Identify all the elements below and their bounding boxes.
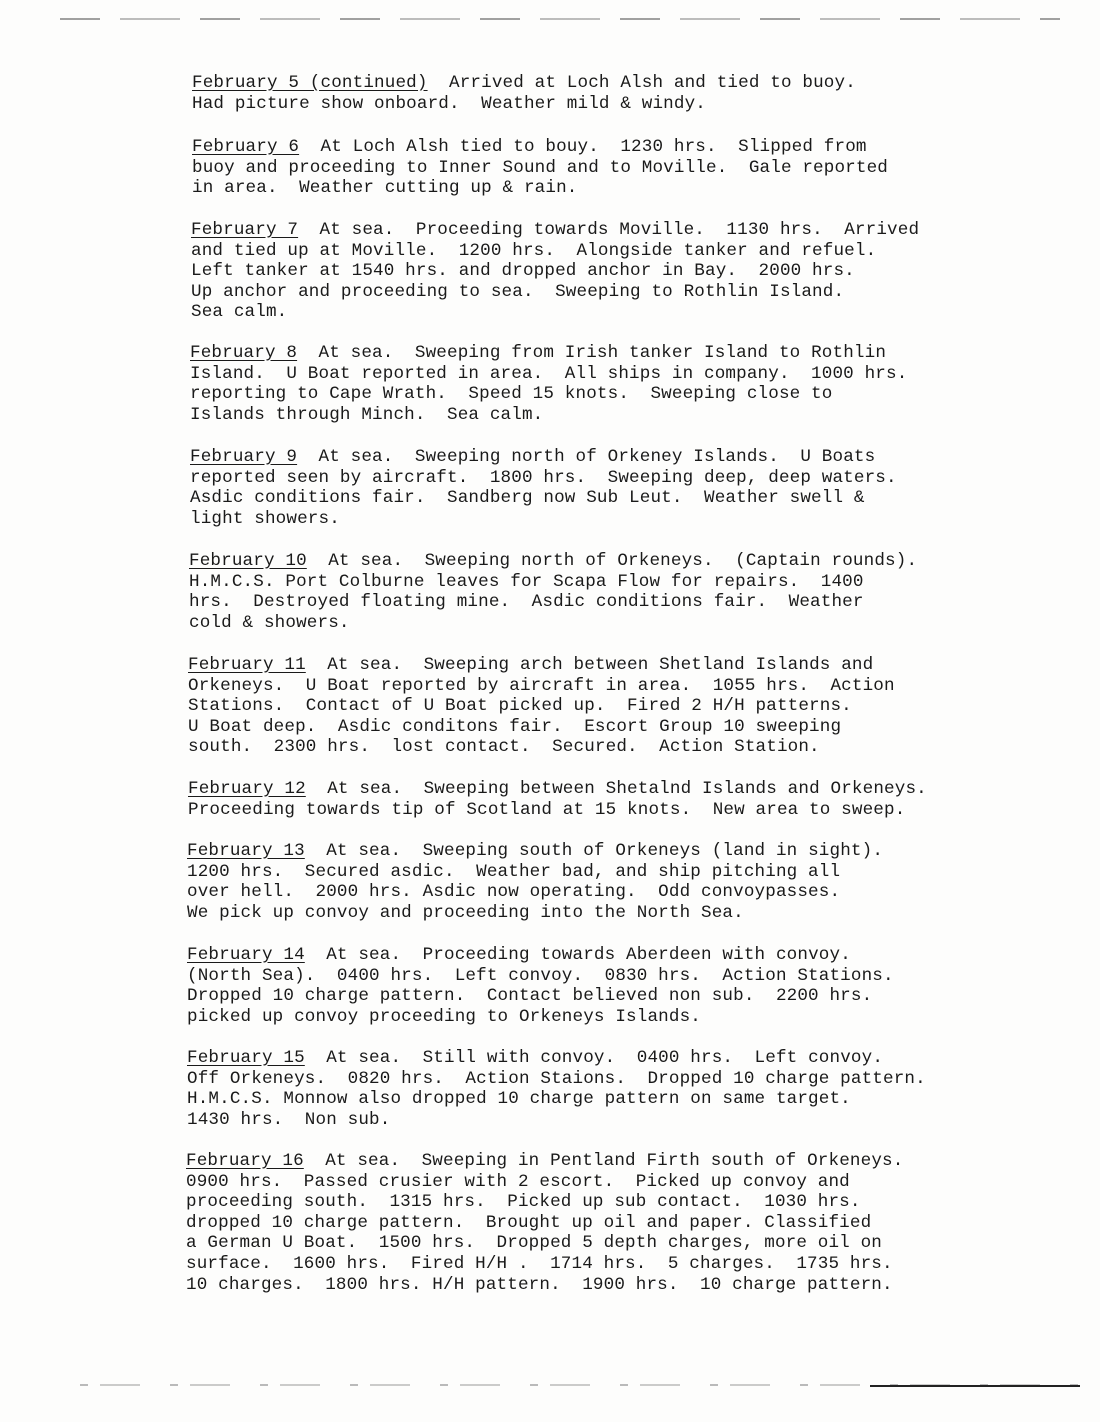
log-entry <box>190 343 907 425</box>
entry-line: surface. 1600 hrs. Fired H/H . 1714 hrs. 5 charges. 1735 hrs. <box>186 1253 893 1274</box>
entry-line: 1200 hrs. Secured asdic. Weather bad, and ship pitching all <box>187 861 841 882</box>
entry-line: picked up convoy proceeding to Orkeneys Islands. <box>187 1006 701 1027</box>
entry-line: At sea. Sweeping between Shetalnd Islands and Orkeneys. <box>305 779 927 799</box>
entry-line: Left tanker at 1540 hrs. and dropped anchor in Bay. 2000 hrs. <box>191 261 855 282</box>
log-entry <box>192 137 888 199</box>
entry-line: At sea. Proceeding towards Aberdeen with convoy. <box>304 945 851 965</box>
entry-line: south. 2300 hrs. lost contact. Secured. Action Station. <box>188 737 820 758</box>
entry-line: At Loch Alsh tied to bouy. 1230 hrs. Slipped from <box>299 137 867 157</box>
entry-line: 1430 hrs. Non sub. <box>187 1109 391 1130</box>
entry-line: Island. U Boat reported in area. All ships in company. 1000 hrs. <box>190 363 908 384</box>
entry-date: February 16 <box>186 1151 304 1171</box>
entry-date: February 6 <box>192 137 300 157</box>
entry-line: Proceeding towards tip of Scotland at 15 knots. New area to sweep. <box>188 799 906 820</box>
entry-line: Asdic conditions fair. Sandberg now Sub Leut. Weather swell & <box>190 488 865 509</box>
scan-artifact-bottom-rule <box>870 1385 1080 1387</box>
entry-line: U Boat deep. Asdic conditons fair. Escort Group 10 sweeping <box>188 716 842 737</box>
entry-line: (North Sea). 0400 hrs. Left convoy. 0830 hrs. Action Stations. <box>187 965 894 986</box>
entry-line: over hell. 2000 hrs. Asdic now operating. Odd convoypasses. <box>187 882 841 903</box>
entry-line: cold & showers. <box>189 612 350 633</box>
entry-date: February 12 <box>188 779 306 799</box>
entry-line: a German U Boat. 1500 hrs. Dropped 5 depth charges, more oil on <box>186 1233 883 1254</box>
entry-line: At sea. Still with convoy. 0400 hrs. Left convoy. <box>304 1048 884 1068</box>
entry-line: Arrived at Loch Alsh and tied to buoy. <box>427 73 856 93</box>
entry-line: reporting to Cape Wrath. Speed 15 knots. Sweeping close to <box>190 384 833 405</box>
entry-date: February 13 <box>187 841 305 861</box>
entry-date: February 7 <box>191 220 299 240</box>
entry-date: February 14 <box>187 945 305 965</box>
entry-line: Stations. Contact of U Boat picked up. Fired 2 H/H patterns. <box>188 696 852 717</box>
entry-line: 0900 hrs. Passed crusier with 2 escort. Picked up convoy and <box>186 1171 850 1192</box>
entry-line: At sea. Proceeding towards Moville. 1130 hrs. Arrived <box>298 220 920 240</box>
entry-line: We pick up convoy and proceeding into the North Sea. <box>187 902 744 923</box>
log-entry <box>188 779 927 820</box>
entry-line: reported seen by aircraft. 1800 hrs. Sweeping deep, deep waters. <box>190 467 897 488</box>
entry-line: Orkeneys. U Boat reported by aircraft in area. 1055 hrs. Action <box>188 675 895 696</box>
entry-line: Dropped 10 charge pattern. Contact believed non sub. 2200 hrs. <box>187 986 873 1007</box>
entry-date: February 10 <box>189 551 307 571</box>
log-entry <box>189 551 917 633</box>
entry-date: February 8 <box>190 343 298 363</box>
entry-line: hrs. Destroyed floating mine. Asdic conditions fair. Weather <box>189 592 864 613</box>
log-entry <box>187 945 894 1027</box>
entry-line: At sea. Sweeping arch between Shetland Islands and <box>305 655 874 675</box>
entry-date: February 11 <box>188 655 306 675</box>
entry-line: in area. Weather cutting up & rain. <box>192 178 578 199</box>
entry-line: proceeding south. 1315 hrs. Picked up sub contact. 1030 hrs. <box>186 1192 861 1213</box>
entry-line: At sea. Sweeping south of Orkeneys (land in sight). <box>304 841 884 861</box>
entry-line: Had picture show onboard. Weather mild & windy. <box>192 93 706 114</box>
log-entry <box>187 841 883 923</box>
log-entry <box>190 447 897 529</box>
entry-line: and tied up at Moville. 1200 hrs. Alongside tanker and refuel. <box>191 240 877 261</box>
log-entry <box>188 655 895 758</box>
entry-line: light showers. <box>190 508 340 529</box>
log-entry <box>186 1151 903 1295</box>
entry-line: H.M.C.S. Port Colburne leaves for Scapa Flow for repairs. 1400 <box>189 571 864 592</box>
entry-line: At sea. Sweeping from Irish tanker Island to Rothlin <box>297 343 887 363</box>
entry-line: Sea calm. <box>191 302 288 323</box>
entry-line: H.M.C.S. Monnow also dropped 10 charge pattern on same target. <box>187 1089 851 1110</box>
entry-line: At sea. Sweeping north of Orkeney Islands. U Boats <box>297 447 876 467</box>
entry-line: Up anchor and proceeding to sea. Sweeping to Rothlin Island. <box>191 281 845 302</box>
entry-line: Islands through Minch. Sea calm. <box>190 404 544 425</box>
log-entry <box>191 220 919 323</box>
entry-line: At sea. Sweeping north of Orkeneys. (Captain rounds). <box>306 551 918 571</box>
scan-artifact-top <box>60 18 1060 20</box>
entry-line: dropped 10 charge pattern. Brought up oil and paper. Classified <box>186 1212 872 1233</box>
log-entry <box>187 1048 926 1130</box>
log-entry <box>192 73 856 114</box>
entry-date: February 9 <box>190 447 298 467</box>
entry-date: February 5 (continued) <box>192 73 428 93</box>
entry-line: Off Orkeneys. 0820 hrs. Action Staions. Dropped 10 charge pattern. <box>187 1068 926 1089</box>
entry-line: 10 charges. 1800 hrs. H/H pattern. 1900 hrs. 10 charge pattern. <box>186 1274 893 1295</box>
entry-line: At sea. Sweeping in Pentland Firth south of Orkeneys. <box>303 1151 904 1171</box>
entry-date: February 15 <box>187 1048 305 1068</box>
entry-line: buoy and proceeding to Inner Sound and to Moville. Gale reported <box>192 157 889 178</box>
